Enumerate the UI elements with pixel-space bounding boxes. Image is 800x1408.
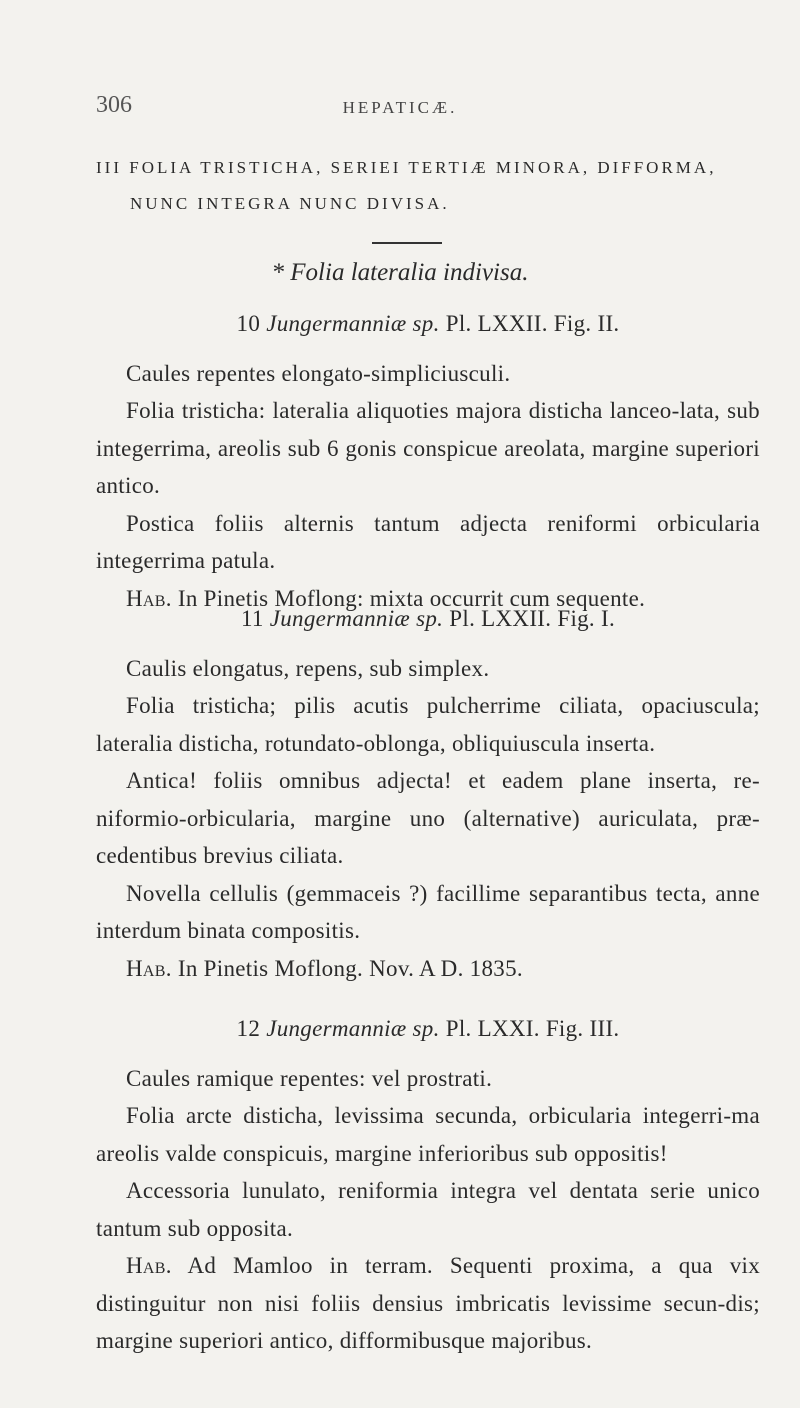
section-heading-line-1: III FOLIA TRISTICHA, SERIEI TERTIÆ MINORA, DIFFORMA, <box>96 158 717 177</box>
entry-paragraph: Folia arcte disticha, levissima secunda, orbicularia integerri-ma areolis valde conspicuis, margine inferioribus sub oppositis! <box>96 1103 760 1166</box>
entry-title <box>96 305 760 343</box>
habitat-text: In Pinetis Moflong: mixta occurrit cum sequente. <box>177 585 646 611</box>
entry-habitat <box>96 1247 760 1360</box>
entry-paragraph: Caulis elongatus, repens, sub simplex. <box>126 655 490 681</box>
entry-paragraph: Caules ramique repentes: vel prostrati. <box>126 1065 493 1091</box>
habitat-label: Hab. <box>126 955 172 981</box>
habitat-label: Hab. <box>126 585 172 611</box>
section-heading <box>96 150 756 222</box>
habitat-text: In Pinetis Moflong. Nov. A D. 1835. <box>177 955 523 981</box>
entry-plate-ref: Pl. LXXI. Fig. III. <box>445 1016 620 1041</box>
entry-number: 12 <box>236 1016 261 1041</box>
habitat-text: Ad Mamloo in terram. Sequenti proxima, a qua vix distinguitur non nisi foliis densius imbricatis levissime secun-dis; margine superiori antico, difformibusque majoribus. <box>96 1253 760 1353</box>
entry-title <box>96 600 760 638</box>
entry-paragraph: Folia tristicha: lateralia aliquoties majora disticha lanceo-lata, sub integerrima, areolis sub 6 gonis conspicue areolata, margine superiori antico. <box>96 398 760 498</box>
entry-plate-ref: Pl. LXXII. Fig. I. <box>449 606 616 631</box>
entry-paragraph: Antica! foliis omnibus adjecta! et eadem plane inserta, re-niformio-orbicularia, margine uno (alternative) auriculata, præ-cedentibus brevius ciliata. <box>96 768 760 868</box>
entry-paragraph: Novella cellulis (gemmaceis ?) facillime separantibus tecta, anne interdum binata compositis. <box>96 880 760 943</box>
section-subheading: * Folia lateralia indivisa. <box>271 259 529 286</box>
entry-paragraph: Caules repentes elongato-simpliciusculi. <box>126 360 511 386</box>
entry-number: 10 <box>236 311 261 336</box>
entry-genus: Jungermanniæ sp. <box>266 1016 440 1041</box>
page-number: 306 <box>96 92 132 118</box>
divider-rule <box>372 242 442 244</box>
entry-paragraph: Accessoria lunulato, reniformia integra vel dentata serie unico tantum sub opposita. <box>96 1178 760 1241</box>
entry-habitat <box>96 950 760 988</box>
species-entry-10 <box>96 305 760 617</box>
species-entry-11 <box>96 600 760 987</box>
entry-title <box>96 1010 760 1048</box>
entry-plate-ref: Pl. LXXII. Fig. II. <box>445 311 620 336</box>
entry-genus: Jungermanniæ sp. <box>266 311 440 336</box>
habitat-label: Hab. <box>126 1253 172 1278</box>
entry-number: 11 <box>240 606 264 631</box>
entry-paragraph: Folia tristicha; pilis acutis pulcherrime ciliata, opaciuscula; lateralia disticha, rotundato-oblonga, obliquiuscula inserta. <box>96 693 760 756</box>
section-heading-line-2: NUNC INTEGRA NUNC DIVISA. <box>130 194 450 213</box>
running-title: HEPATICÆ. <box>342 98 458 117</box>
entry-paragraph: Postica foliis alternis tantum adjecta reniformi orbicularia integerrima patula. <box>96 510 760 573</box>
entry-genus: Jungermanniæ sp. <box>269 606 444 631</box>
species-entry-12 <box>96 1010 760 1360</box>
